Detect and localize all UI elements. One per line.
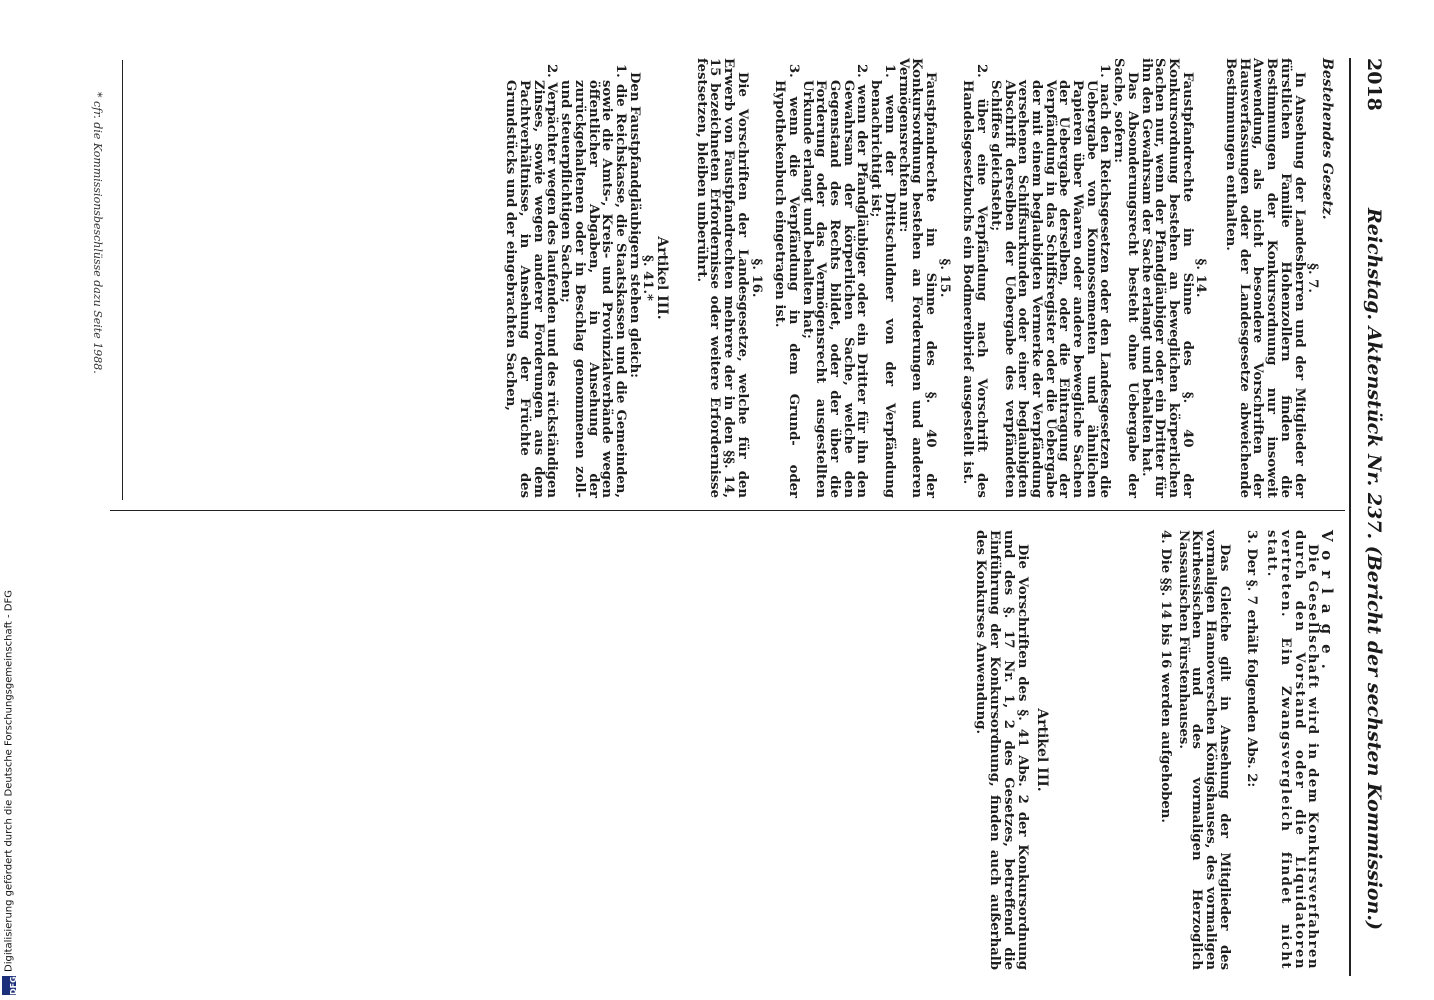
right-column [973,530,1336,970]
digitization-credit [2,590,18,995]
s7-title: §. 7. [1305,263,1321,293]
left-article-3-title: Artikel III. [654,236,671,320]
s16-text: Die Vorschriften der Landesgesetze, welche für den Erwerb von Faustpfandrechten mehrere der in den §§. 14, 15 bezeichneten Erfordernisse oder weitere Erfordernisse festsetzen, bleiben unberührt. [693,58,750,498]
rotated-page [85,0,1385,1000]
s14-title: §. 14. [1193,258,1209,298]
vorlage-paragraph-1: Die Gesellschaft wird in dem Konkursverfahren durch den Vorstand oder die Liquidatoren vertreten. Ein Zwangsvergleich findet nicht statt. [1264,530,1321,970]
vorlage-paragraph-3: Das Gleiche gilt in Ansehung der Mitglieder des vormaligen Hannoverschen Königshauses, des vormaligen Kurhessischen und des vormaligen Herzoglich Nassauischen Fürstenhauses. [1175,530,1232,970]
left-column-heading: Bestehendes Gesetz. [1319,58,1335,220]
header-rule [1349,58,1351,976]
right-article-3-title: Artikel III. [1034,708,1051,792]
s15-item-2: 2. wenn der Pfandgläubiger oder ein Dritter für ihn den Gewahrsam der körperlichen Sache, welche den Gegenstand des Rechts bildet, oder der über die Forderung oder das Vermögensrecht ausgestellten Urkunde erlangt und behalten hat; [799,64,870,498]
s41-item-1: 1. die Reichskasse, die Staatskassen und die Gemeinden, sowie die Amts-, Kreis- und Provinzialverbände wegen öffentlicher Abgaben, in Ansehung der zurückgehaltenen oder in Beschlag genommenen zoll- und steuerpflichtigen Sachen; [558,64,628,498]
vorlage-paragraph-4: 4. Die §§. 14 bis 16 werden aufgehoben. [1157,530,1173,823]
dfg-logo-icon: DFG [2,976,16,995]
s15-item-1: 1. wenn der Drittschuldner von der Verpfändung benachrichtigt ist; [868,64,897,498]
s7-text: In Ansehung der Landesherren und der Mitglieder der fürstlichen Familie Hohenzollern finden die Bestimmungen der Konkursordnung nur insoweit Anwendung, als nicht besondere Vorschriften der Hausverfassungen oder der Landesgesetze abweichende Bestimmungen enthalten. [1223,58,1307,498]
digitization-credit-text: Digitalisierung gefördert durch die Deutsche Forschungsgemeinschaft - DFG [3,590,15,973]
footnote-rule [122,60,123,500]
right-column-heading: Vorlage. [1318,530,1336,679]
s41-text: Den Faustpfandgläubigern stehen gleich: [626,72,642,379]
s15-item-3: 3. wenn die Verpfändung in dem Grund- oder Hypothekenbuch eingetragen ist. [772,64,801,498]
s15-title: §. 15. [936,258,952,298]
s16-title: §. 16. [748,258,764,298]
s14-text: Faustpfandrechte im Sinne des §. 40 der Konkursordnung bestehen an beweglichen körperlichen Sachen nur, wenn der Pfandgläubiger oder ein Dritter für ihn den Gewahrsam der Sache erlangt und behalten hat. [1138,58,1195,498]
page-header [1361,58,1385,978]
page-number: 2018 [1363,58,1385,111]
s14-item-1: 1. nach den Reichsgesetzen oder den Landesgesetzen die Uebergabe von Konnossementen und ähnlichen Papieren über Waaren oder andere bewegliche Sachen der Uebergabe derselben, oder die Eintragung der Verpfändung in das Schiffsregister oder die Uebergabe der mit einem beglaubigten Vermerke der Verpfändung versehenen Schiffsurkunden oder einer beglaubigten Abschrift derselben der Uebergabe des verpfändeten Schiffes gleichsteht; [987,64,1113,498]
s14-text2: Das Absonderungsrecht besteht ohne Uebergabe der Sache, sofern: [1111,58,1140,498]
footnote: * cfr. die Kommissionsbeschlüsse dazu Seite 1988. [91,92,104,374]
s41-item-2: 2. Verpächter wegen des laufenden und des rückständigen Zinses, sowie wegen anderer Forderungen aus dem Pachtverhältnisse, in Ansehung der Früchte des Grundstücks und der eingebrachten Sachen, [503,64,560,498]
vorlage-paragraph-5: Die Vorschriften des §. 41 Abs. 2 der Konkursordnung und des §. 17 Nr. 1, 2 des Gesetzes, betreffend die Einführung der Konkursordnung, finden auch außerhalb des Konkurses Anwendung. [973,530,1030,970]
s15-text: Faustpfandrechte im Sinne des §. 40 der Konkursordnung bestehen an Forderungen und anderen Vermögensrechten nur: [895,58,939,498]
s14-item-2: 2. über eine Verpfändung nach Vorschrift des Handelsgesetzbuchs ein Bodmereibrief ausgestellt ist. [960,64,990,498]
s41-title: §. 41.* [640,255,656,301]
vorlage-paragraph-2: 3. Der §. 7 erhält folgenden Abs. 2: [1244,530,1260,788]
column-divider [110,510,1345,511]
left-column [504,58,1333,498]
page-title: Reichstag. Aktenstück Nr. 237. (Bericht der sechsten Kommission.) [1363,208,1385,930]
